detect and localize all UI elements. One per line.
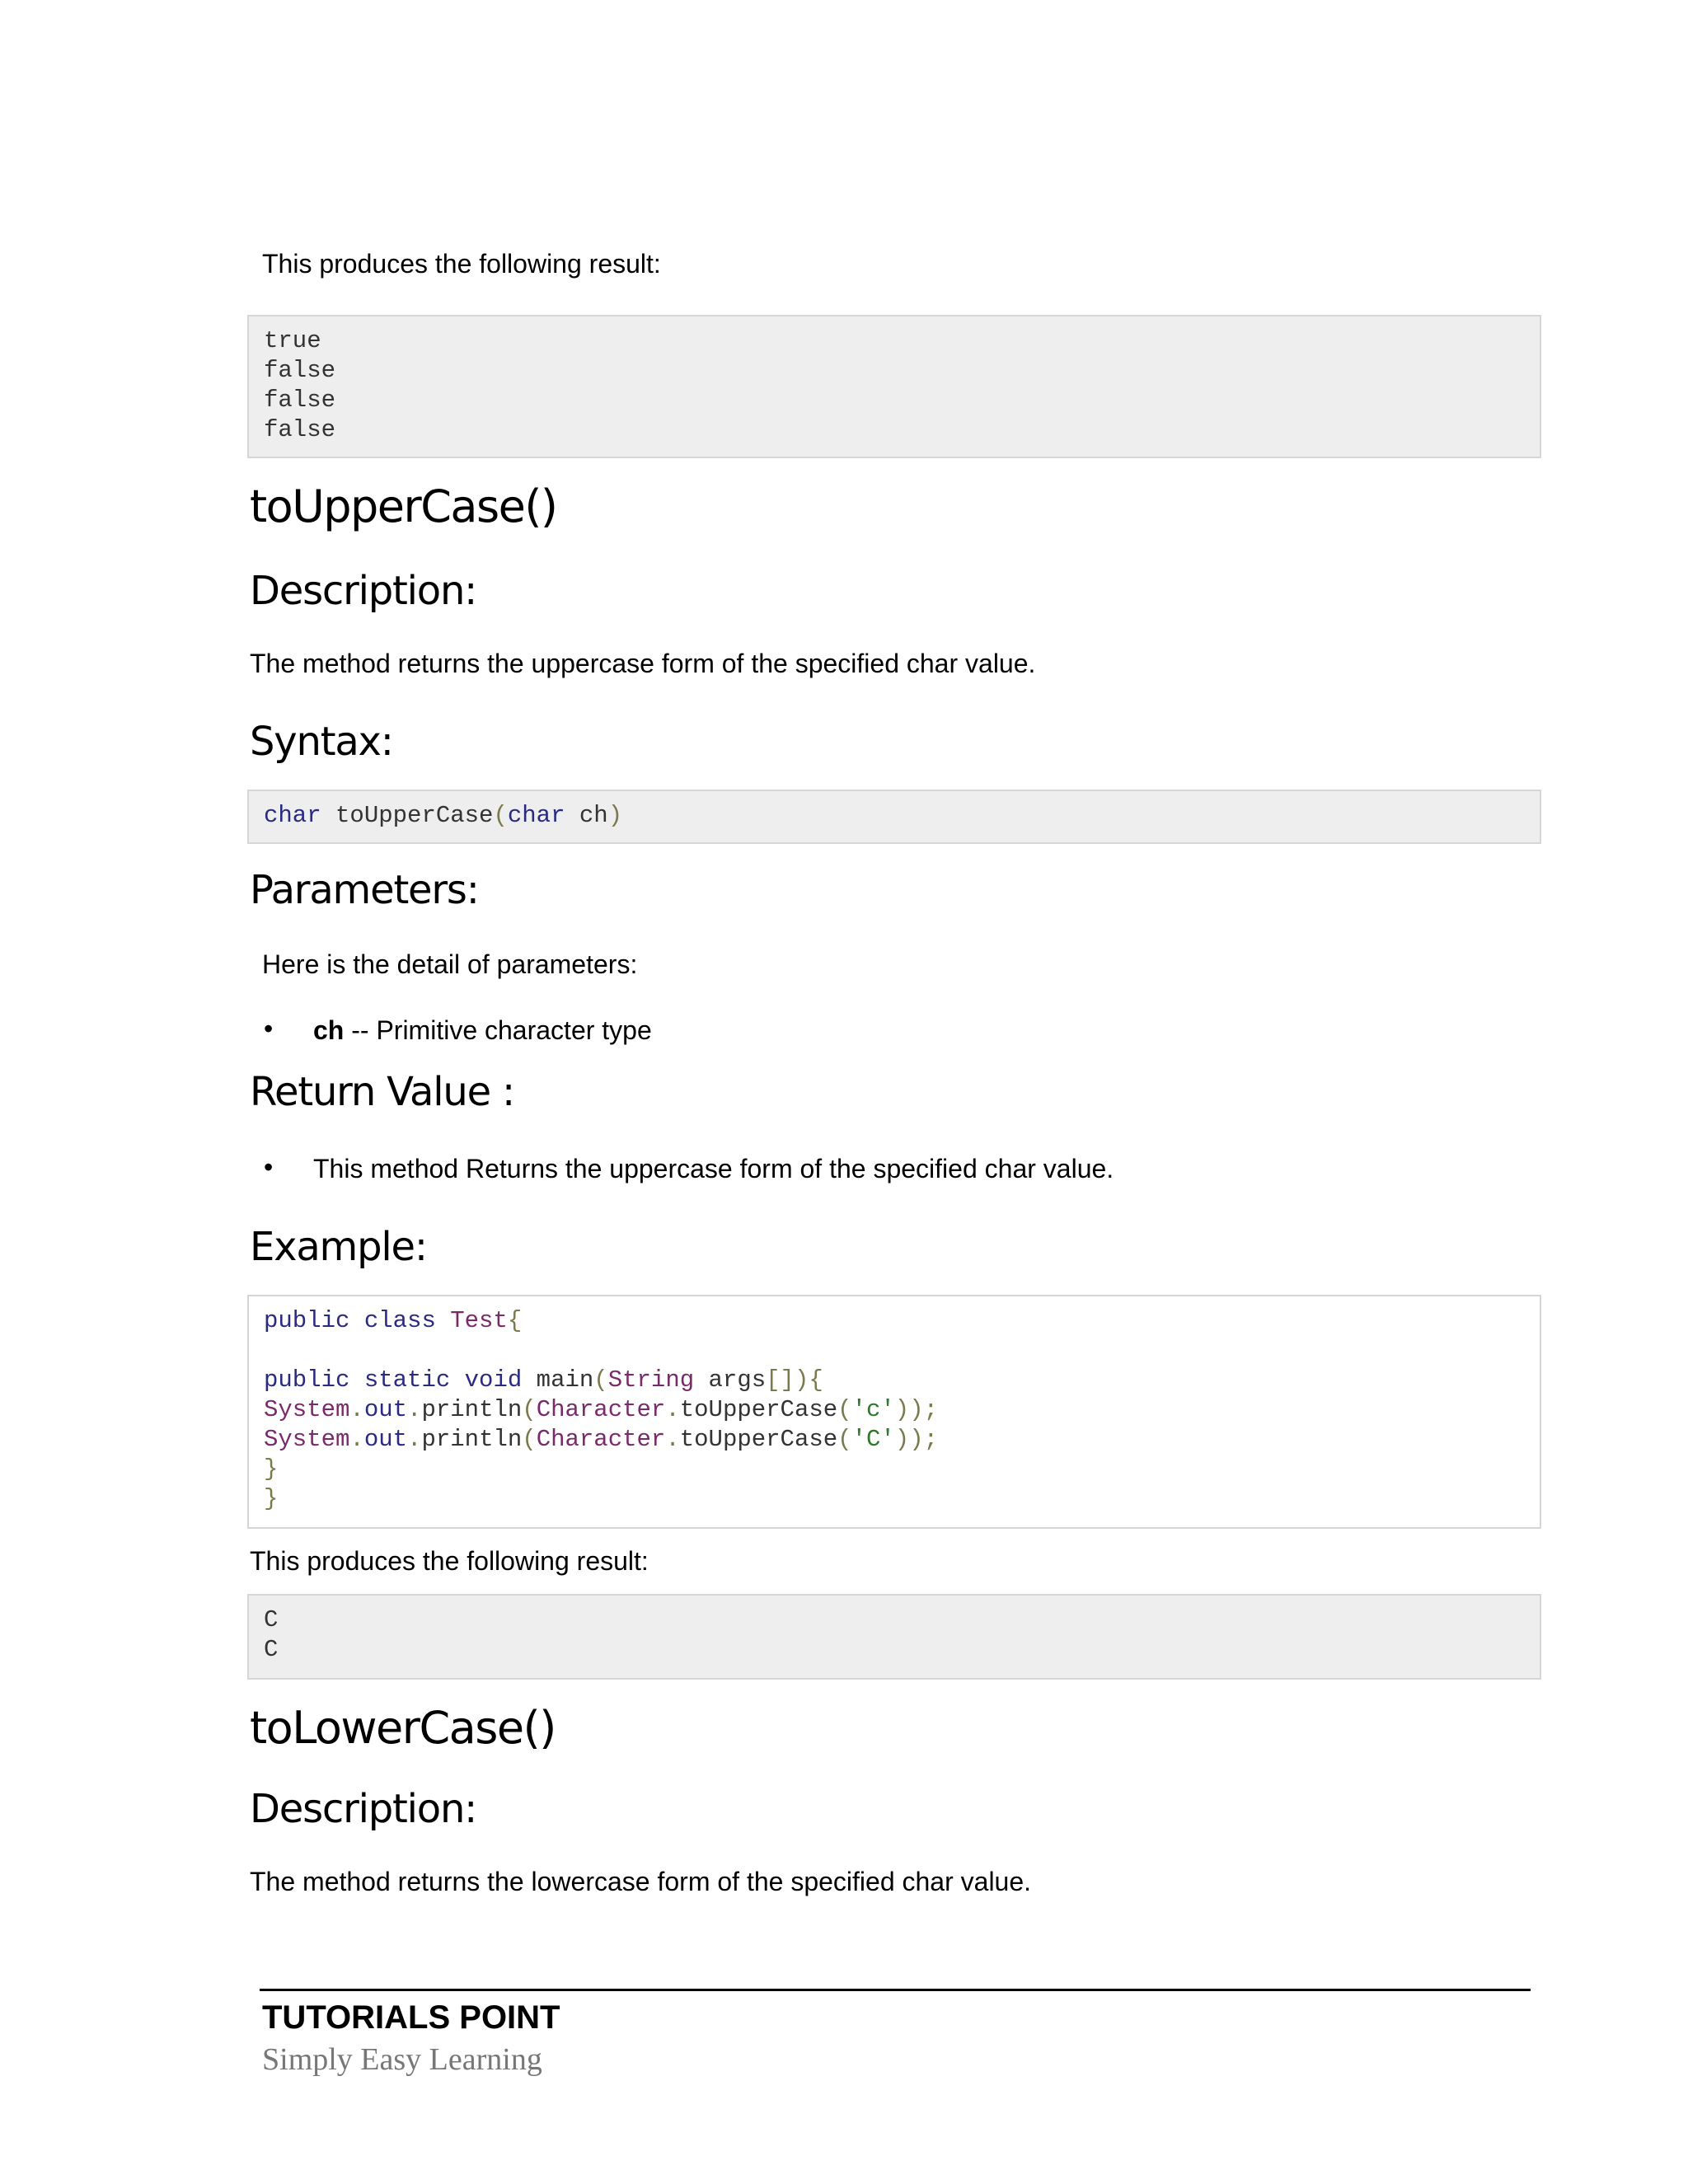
output-line: true <box>264 327 321 354</box>
output-block-1 <box>247 315 1541 458</box>
syntax-line <box>264 801 1525 831</box>
code-line <box>264 1395 1525 1425</box>
code-line <box>264 1366 1525 1395</box>
code-line-blank <box>264 1336 1525 1366</box>
code-token: char <box>264 802 321 829</box>
code-token: println <box>421 1396 523 1423</box>
description-heading: Description: <box>250 1786 477 1832</box>
code-token: ( <box>493 802 508 829</box>
footer-tagline: Simply Easy Learning <box>262 2042 542 2077</box>
bullet-icon: • <box>264 1014 274 1043</box>
code-token: toUpperCase <box>679 1426 838 1453</box>
code-token: void <box>464 1366 523 1394</box>
code-token <box>349 1307 363 1334</box>
footer-rule <box>260 1989 1531 1991</box>
output-line: false <box>264 387 336 414</box>
code-token: static <box>363 1366 451 1394</box>
code-token: ch <box>565 802 608 829</box>
code-token: . <box>665 1396 680 1423</box>
code-token: . <box>407 1426 422 1453</box>
code-token: out <box>363 1396 408 1423</box>
code-token: 'C' <box>851 1426 895 1453</box>
code-token: System <box>264 1396 350 1423</box>
description-text: The method returns the uppercase form of the specified char value. <box>250 649 1036 678</box>
example-code-block <box>247 1295 1541 1529</box>
code-token: out <box>363 1426 408 1453</box>
code-token: 'c' <box>851 1396 895 1423</box>
code-token: ( <box>522 1426 537 1453</box>
code-token: println <box>421 1426 523 1453</box>
code-token <box>349 1366 363 1394</box>
code-token: toUpperCase <box>679 1396 838 1423</box>
code-token: . <box>349 1396 364 1423</box>
example-heading: Example: <box>250 1224 427 1270</box>
code-token: . <box>665 1426 680 1453</box>
code-token: main <box>522 1366 594 1394</box>
code-token: { <box>507 1307 523 1334</box>
footer-brand: TUTORIALS POINT <box>262 1999 560 2036</box>
result-intro-text: This produces the following result: <box>262 249 661 279</box>
code-token: ) <box>607 802 623 829</box>
parameter-name: ch <box>313 1015 345 1045</box>
code-line: } <box>264 1455 279 1483</box>
output-line: C <box>264 1606 279 1633</box>
bullet-icon: • <box>264 1152 274 1182</box>
code-token: )); <box>894 1396 939 1423</box>
code-token: Character <box>536 1396 666 1423</box>
code-line: } <box>264 1485 279 1512</box>
code-token: Test <box>450 1307 508 1334</box>
return-value-text: This method Returns the uppercase form of the specified char value. <box>313 1154 1114 1183</box>
code-token: ( <box>837 1396 852 1423</box>
output-block-2 <box>247 1594 1541 1680</box>
code-token: char <box>507 802 565 829</box>
code-token: public <box>264 1307 350 1334</box>
code-token: ( <box>522 1396 537 1423</box>
parameters-intro: Here is the detail of parameters: <box>262 949 638 979</box>
code-token: args <box>694 1366 767 1394</box>
syntax-block <box>247 790 1541 844</box>
parameter-item <box>313 1014 652 1047</box>
result-text: This produces the following result: <box>250 1546 649 1576</box>
section-title-touppercase: toUpperCase() <box>250 480 557 532</box>
code-token: class <box>363 1307 436 1334</box>
code-token: ( <box>837 1426 852 1453</box>
code-line <box>264 1425 1525 1455</box>
code-line <box>264 1306 1525 1336</box>
output-line: false <box>264 357 336 384</box>
code-token: ( <box>593 1366 608 1394</box>
description-heading: Description: <box>250 568 477 614</box>
code-token: )); <box>894 1426 939 1453</box>
code-token: . <box>407 1396 422 1423</box>
section-title-tolowercase: toLowerCase() <box>250 1702 556 1754</box>
syntax-heading: Syntax: <box>250 719 393 765</box>
code-token: . <box>349 1426 364 1453</box>
description-text: The method returns the lowercase form of the specified char value. <box>250 1867 1032 1896</box>
return-value-heading: Return Value : <box>250 1069 514 1115</box>
code-token: System <box>264 1426 350 1453</box>
code-token <box>436 1307 450 1334</box>
code-token: []){ <box>766 1366 823 1394</box>
code-token: String <box>607 1366 695 1394</box>
code-token: toUpperCase <box>321 802 494 829</box>
parameters-heading: Parameters: <box>250 867 479 913</box>
output-line: C <box>264 1636 279 1663</box>
output-line: false <box>264 416 336 443</box>
code-token: public <box>264 1366 350 1394</box>
parameter-desc: -- Primitive character type <box>344 1015 652 1045</box>
code-token: Character <box>536 1426 666 1453</box>
code-token <box>450 1366 464 1394</box>
